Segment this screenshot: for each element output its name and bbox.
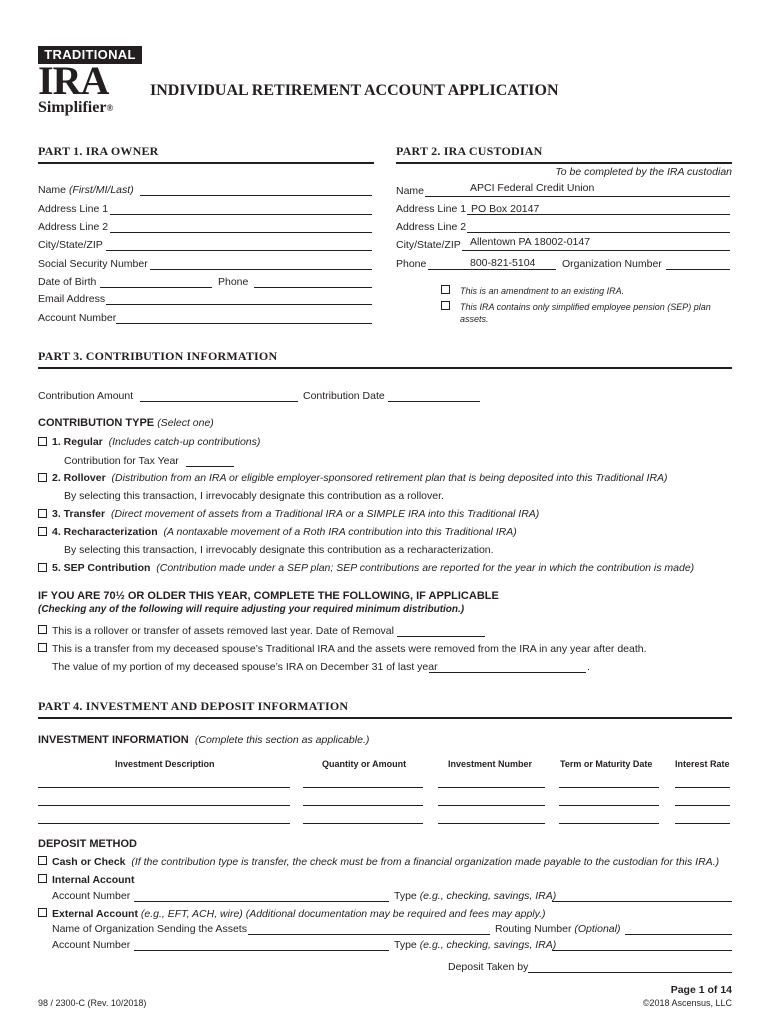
investment-hint: (Complete this section as applicable.) <box>194 734 370 746</box>
owner-account-label: Account Number <box>38 312 117 324</box>
page-number: Page 1 of 14 <box>670 984 732 996</box>
recharacterization-checkbox[interactable] <box>38 527 47 536</box>
transfer-desc: (Direct movement of assets from a Traditional IRA or a SIMPLE IRA into this Traditional IRA) <box>110 508 540 520</box>
owner-address1-field[interactable] <box>110 214 372 215</box>
contribution-date-label: Contribution Date <box>303 390 385 402</box>
internal-type-field[interactable] <box>552 901 732 902</box>
regular-desc: (Includes catch-up contributions) <box>108 436 261 448</box>
owner-address1-label: Address Line 1 <box>38 203 109 215</box>
sep-contribution-option <box>52 562 694 574</box>
internal-type-label <box>394 890 556 902</box>
custodian-city-value: Allentown PA 18002-0147 <box>470 236 591 248</box>
custodian-address1-field[interactable] <box>467 214 730 215</box>
tax-year-label: Contribution for Tax Year <box>64 455 179 467</box>
external-account-option <box>52 908 546 920</box>
age-spouse-label: This is a transfer from my deceased spouse’s Traditional IRA and the assets were removed from the IRA in any year after death. <box>52 643 647 655</box>
amendment-checkbox[interactable] <box>441 285 450 294</box>
internal-type-hint: (e.g., checking, savings, IRA) <box>419 890 557 902</box>
owner-city-field[interactable] <box>106 250 372 251</box>
contribution-type-title: CONTRIBUTION TYPE <box>38 417 155 429</box>
owner-ssn-field[interactable] <box>150 269 372 270</box>
amendment-label: This is an amendment to an existing IRA. <box>460 286 625 296</box>
cash-check-label: Cash or Check <box>52 856 126 868</box>
inv-row1-rate[interactable] <box>675 787 730 788</box>
transfer-checkbox[interactable] <box>38 509 47 518</box>
org-name-field[interactable] <box>248 934 490 935</box>
external-account-checkbox[interactable] <box>38 908 47 917</box>
custodian-address1-label: Address Line 1 <box>396 203 467 215</box>
contribution-type-hint: (Select one) <box>157 417 214 429</box>
copyright: ©2018 Ascensus, LLC <box>642 998 732 1008</box>
spouse-value-period: . <box>587 661 590 673</box>
owner-dob-label: Date of Birth <box>38 276 97 288</box>
deposit-taken-label: Deposit Taken by <box>448 961 529 973</box>
contribution-amount-field[interactable] <box>140 401 298 402</box>
logo-reg-mark: ® <box>106 103 114 113</box>
custodian-org-field[interactable] <box>666 269 730 270</box>
investment-title: INVESTMENT INFORMATION <box>38 734 189 746</box>
rollover-option <box>52 472 668 484</box>
recharacterization-desc: (A nontaxable movement of a Roth IRA contribution into this Traditional IRA) <box>163 526 517 538</box>
routing-hint: (Optional) <box>574 923 621 935</box>
owner-name-hint: (First/MI/Last) <box>68 184 134 196</box>
inv-row1-quantity[interactable] <box>303 787 423 788</box>
custodian-phone-label: Phone <box>396 258 427 270</box>
recharacterization-option <box>52 526 517 538</box>
form-id: 98 / 2300-C (Rev. 10/2018) <box>38 998 147 1008</box>
external-account-label: External Account <box>52 908 138 920</box>
cash-check-checkbox[interactable] <box>38 856 47 865</box>
cash-check-option <box>52 856 719 868</box>
age-note: (Checking any of the following will require adjusting your required minimum distribution.) <box>38 604 465 615</box>
part2-rule <box>396 162 732 164</box>
deposit-taken-field[interactable] <box>528 972 732 973</box>
custodian-city-label: City/State/ZIP <box>396 239 461 251</box>
owner-email-label: Email Address <box>38 293 106 305</box>
contribution-amount-label: Contribution Amount <box>38 390 134 402</box>
logo-simplifier-text: Simplifier <box>38 99 107 116</box>
org-name-label: Name of Organization Sending the Assets <box>52 923 247 935</box>
external-account-desc: (e.g., EFT, ACH, wire) (Additional documentation may be required and fees may apply.) <box>140 908 546 920</box>
internal-account-number-field[interactable] <box>134 901 389 902</box>
owner-phone-label: Phone <box>218 276 249 288</box>
contribution-type-heading <box>38 417 214 429</box>
regular-checkbox[interactable] <box>38 437 47 446</box>
logo-ira: IRA <box>38 58 109 103</box>
inv-row3-term[interactable] <box>559 823 659 824</box>
sep-only-label-2: assets. <box>460 314 489 324</box>
inv-row1-description[interactable] <box>38 787 290 788</box>
owner-name-text: Name <box>38 184 67 196</box>
age-rollover-checkbox[interactable] <box>38 625 47 634</box>
custodian-subtitle: To be completed by the IRA custodian <box>555 166 732 178</box>
deposit-heading: DEPOSIT METHOD <box>38 838 138 850</box>
owner-phone-field[interactable] <box>254 287 372 288</box>
external-account-number-label: Account Number <box>52 939 131 951</box>
internal-account-checkbox[interactable] <box>38 874 47 883</box>
col-term-maturity: Term or Maturity Date <box>560 759 653 769</box>
sep-contribution-checkbox[interactable] <box>38 563 47 572</box>
regular-label: 1. Regular <box>52 436 103 448</box>
routing-text: Routing Number <box>495 923 572 935</box>
external-type-text: Type <box>394 939 417 951</box>
inv-row2-number[interactable] <box>438 805 545 806</box>
rollover-desc: (Distribution from an IRA or eligible employer-sponsored retirement plan that is being deposited into this Traditional IRA) <box>111 472 668 484</box>
col-investment-description: Investment Description <box>115 759 215 769</box>
custodian-address1-value: PO Box 20147 <box>471 203 540 215</box>
external-type-field[interactable] <box>552 950 732 951</box>
part1-heading: PART 1. IRA OWNER <box>38 144 159 158</box>
document-title: INDIVIDUAL RETIREMENT ACCOUNT APPLICATION <box>150 82 559 99</box>
tax-year-field[interactable] <box>186 466 234 467</box>
col-interest-rate: Interest Rate <box>675 759 730 769</box>
date-of-removal-field[interactable] <box>397 636 485 637</box>
part4-rule <box>38 717 732 719</box>
owner-name-field[interactable] <box>140 195 372 196</box>
age-rollover-label: This is a rollover or transfer of assets removed last year. Date of Removal <box>52 625 394 637</box>
rollover-label: 2. Rollover <box>52 472 106 484</box>
spouse-value-label: The value of my portion of my deceased spouse’s IRA on December 31 of last year <box>52 661 438 673</box>
inv-row1-term[interactable] <box>559 787 659 788</box>
custodian-org-label: Organization Number <box>562 258 662 270</box>
recharacterization-label: 4. Recharacterization <box>52 526 158 538</box>
inv-row2-quantity[interactable] <box>303 805 423 806</box>
col-quantity-amount: Quantity or Amount <box>322 759 407 769</box>
part3-heading: PART 3. CONTRIBUTION INFORMATION <box>38 349 278 363</box>
investment-heading <box>38 734 369 746</box>
custodian-phone-value: 800-821-5104 <box>470 257 536 269</box>
owner-city-label: City/State/ZIP <box>38 239 103 251</box>
part3-rule <box>38 367 732 369</box>
transfer-label: 3. Transfer <box>52 508 106 520</box>
col-investment-number: Investment Number <box>448 759 533 769</box>
internal-account-label: Internal Account <box>52 874 135 886</box>
inv-row3-description[interactable] <box>38 823 290 824</box>
logo-badge: TRADITIONAL <box>38 46 142 64</box>
cash-check-desc: (If the contribution type is transfer, the check must be from a financial organization made payable to the custodian for this IRA.) <box>131 856 720 868</box>
external-account-number-field[interactable] <box>134 950 389 951</box>
sep-contribution-label: 5. SEP Contribution <box>52 562 151 574</box>
regular-option <box>52 436 260 448</box>
age-heading: IF YOU ARE 70½ OR OLDER THIS YEAR, COMPLETE THE FOLLOWING, IF APPLICABLE <box>38 590 499 602</box>
owner-dob-field[interactable] <box>100 287 212 288</box>
inv-row3-quantity[interactable] <box>303 823 423 824</box>
routing-label <box>495 923 620 935</box>
custodian-city-field[interactable] <box>462 250 730 251</box>
part1-rule <box>38 162 374 164</box>
inv-row2-description[interactable] <box>38 805 290 806</box>
spouse-value-field[interactable] <box>429 672 586 673</box>
inv-row3-number[interactable] <box>438 823 545 824</box>
inv-row2-term[interactable] <box>559 805 659 806</box>
external-type-hint: (e.g., checking, savings, IRA) <box>419 939 557 951</box>
owner-name-label <box>38 184 134 196</box>
transfer-option <box>52 508 539 520</box>
inv-row3-rate[interactable] <box>675 823 730 824</box>
logo <box>38 46 144 116</box>
part4-heading: PART 4. INVESTMENT AND DEPOSIT INFORMATION <box>38 699 349 713</box>
internal-type-text: Type <box>394 890 417 902</box>
routing-field[interactable] <box>625 934 732 935</box>
sep-only-label-1: This IRA contains only simplified employee pension (SEP) plan <box>460 302 711 312</box>
logo-simplifier <box>38 99 113 117</box>
custodian-phone-field[interactable] <box>428 269 556 270</box>
inv-row1-number[interactable] <box>438 787 545 788</box>
external-type-label <box>394 939 556 951</box>
custodian-address2-label: Address Line 2 <box>396 221 467 233</box>
owner-email-field[interactable] <box>106 304 372 305</box>
owner-ssn-label: Social Security Number <box>38 258 148 270</box>
internal-account-number-label: Account Number <box>52 890 131 902</box>
contribution-date-field[interactable] <box>388 401 480 402</box>
recharacterization-note: By selecting this transaction, I irrevocably designate this contribution as a recharacterization. <box>64 544 494 556</box>
owner-address2-label: Address Line 2 <box>38 221 109 233</box>
owner-account-field[interactable] <box>116 323 372 324</box>
sep-only-checkbox[interactable] <box>441 301 450 310</box>
custodian-name-value: APCI Federal Credit Union <box>470 182 595 194</box>
rollover-checkbox[interactable] <box>38 473 47 482</box>
part2-heading: PART 2. IRA CUSTODIAN <box>396 144 543 158</box>
custodian-name-field[interactable] <box>425 196 730 197</box>
age-spouse-checkbox[interactable] <box>38 643 47 652</box>
rollover-note: By selecting this transaction, I irrevocably designate this contribution as a rollover. <box>64 490 444 502</box>
inv-row2-rate[interactable] <box>675 805 730 806</box>
custodian-address2-field[interactable] <box>467 232 730 233</box>
custodian-name-label: Name <box>396 185 425 197</box>
sep-contribution-desc: (Contribution made under a SEP plan; SEP contributions are reported for the year in which the contribution is made) <box>156 562 695 574</box>
owner-address2-field[interactable] <box>110 232 372 233</box>
